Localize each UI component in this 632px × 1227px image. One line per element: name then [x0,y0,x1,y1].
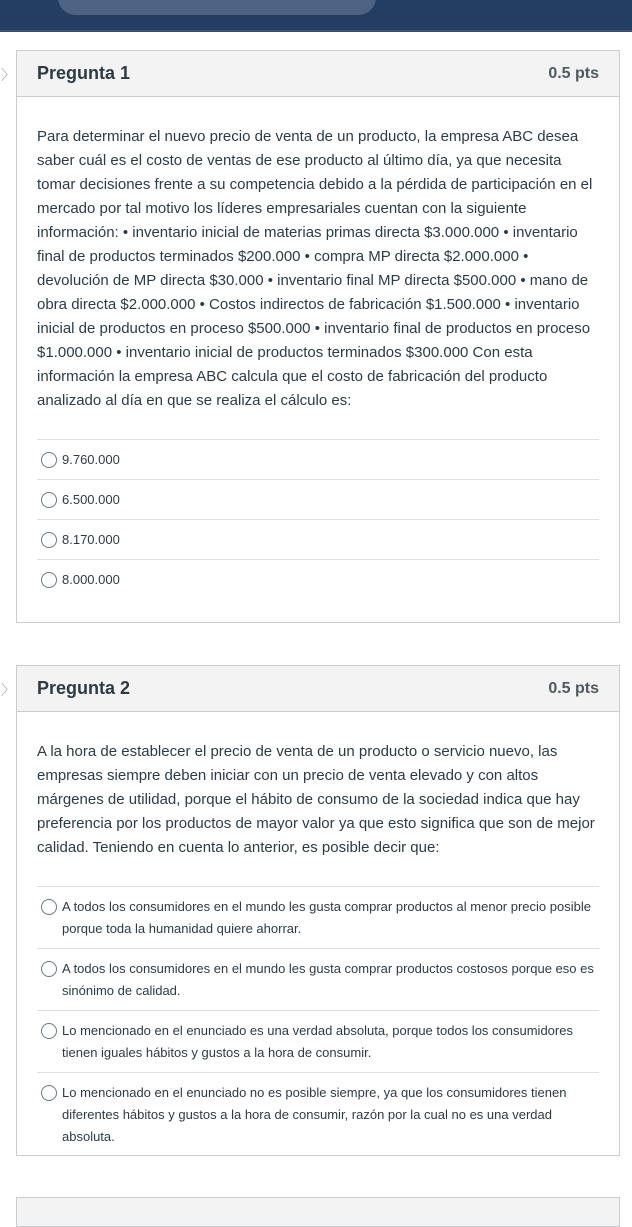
answer-label: 6.500.000 [62,492,120,507]
radio-button[interactable] [41,1023,57,1039]
radio-button[interactable] [41,572,57,588]
radio-button[interactable] [41,532,57,548]
answer-label: A todos los consumidores en el mundo les gusta comprar productos costosos porque eso es sinónimo de calidad. [62,961,594,998]
answer-label: 9.760.000 [62,452,120,467]
question-title: Pregunta 2 [37,678,131,698]
answer-option[interactable] [37,480,599,520]
answer-label: Lo mencionado en el enunciado es una verdad absoluta, porque todos los consumidores tienen iguales hábitos y gustos a la hora de consumir. [62,1023,573,1060]
question-1 [1,50,620,623]
answer-label: 8.000.000 [62,572,120,587]
answer-option[interactable] [37,949,599,1011]
radio-button[interactable] [41,899,57,915]
question-text: Para determinar el nuevo precio de venta de un producto, la empresa ABC desea saber cuál es el costo de ventas de ese producto al último día, ya que necesita tomar decisiones frente a su competencia debido a la pérdida de participación en el mercado por tal motivo los líderes empresariales cuentan con la siguiente información: • inventario inicial de materias primas directa $3.000.000 • inventario final de productos terminados $200.000 • compra MP directa $2.000.000 • devolución de MP directa $30.000 • inventario final MP directa $500.000 • mano de obra directa $2.000.000 • Costos indirectos de fabricación $1.500.000 • inventario inicial de productos en proceso $500.000 • inventario final de productos en proceso $1.000.000 • inventario inicial de productos terminados $300.000 Con esta información la empresa ABC calcula que el costo de fabricación del producto analizado al día en que se realiza el cálculo es: [37,128,593,409]
radio-button[interactable] [41,452,57,468]
answer-list [37,886,599,1156]
answer-option[interactable] [37,440,599,480]
answer-option[interactable] [37,560,599,599]
question-title: Pregunta 1 [37,63,131,83]
flag-question-icon[interactable]: 〉 [1,67,15,83]
flag-question-icon[interactable]: 〉 [1,682,15,698]
radio-button[interactable] [41,1085,57,1101]
question-points: 0.5 pts [548,64,599,82]
answer-list [37,439,599,599]
top-navigation-bar [0,0,632,32]
answer-label: Lo mencionado en el enunciado no es posible siempre, ya que los consumidores tienen diferentes hábitos y gustos a la hora de consumir, razón por la cual no es una verdad absoluta. [62,1085,567,1144]
answer-option[interactable] [37,1073,599,1156]
question-text: A la hora de establecer el precio de venta de un producto o servicio nuevo, las empresas siempre deben iniciar con un precio de venta elevado y con altos márgenes de utilidad, porque el hábito de consumo de la sociedad indica que hay preferencia por los productos de mayor valor ya que esto significa que son de mejor calidad. Teniendo en cuenta lo anterior, es posible decir que: [37,743,595,856]
question-header [17,51,619,97]
answer-option[interactable] [37,520,599,560]
question-2 [1,665,620,1156]
answer-option[interactable] [37,1011,599,1073]
answer-label: A todos los consumidores en el mundo les gusta comprar productos al menor precio posible porque toda la humanidad quiere ahorrar. [62,899,591,936]
question-points: 0.5 pts [548,679,599,697]
radio-button[interactable] [41,961,57,977]
question-header [17,666,619,712]
question-3-header-partial [16,1197,620,1227]
answer-label: 8.170.000 [62,532,120,547]
top-bar-pill [58,0,376,15]
radio-button[interactable] [41,492,57,508]
answer-option[interactable] [37,887,599,949]
